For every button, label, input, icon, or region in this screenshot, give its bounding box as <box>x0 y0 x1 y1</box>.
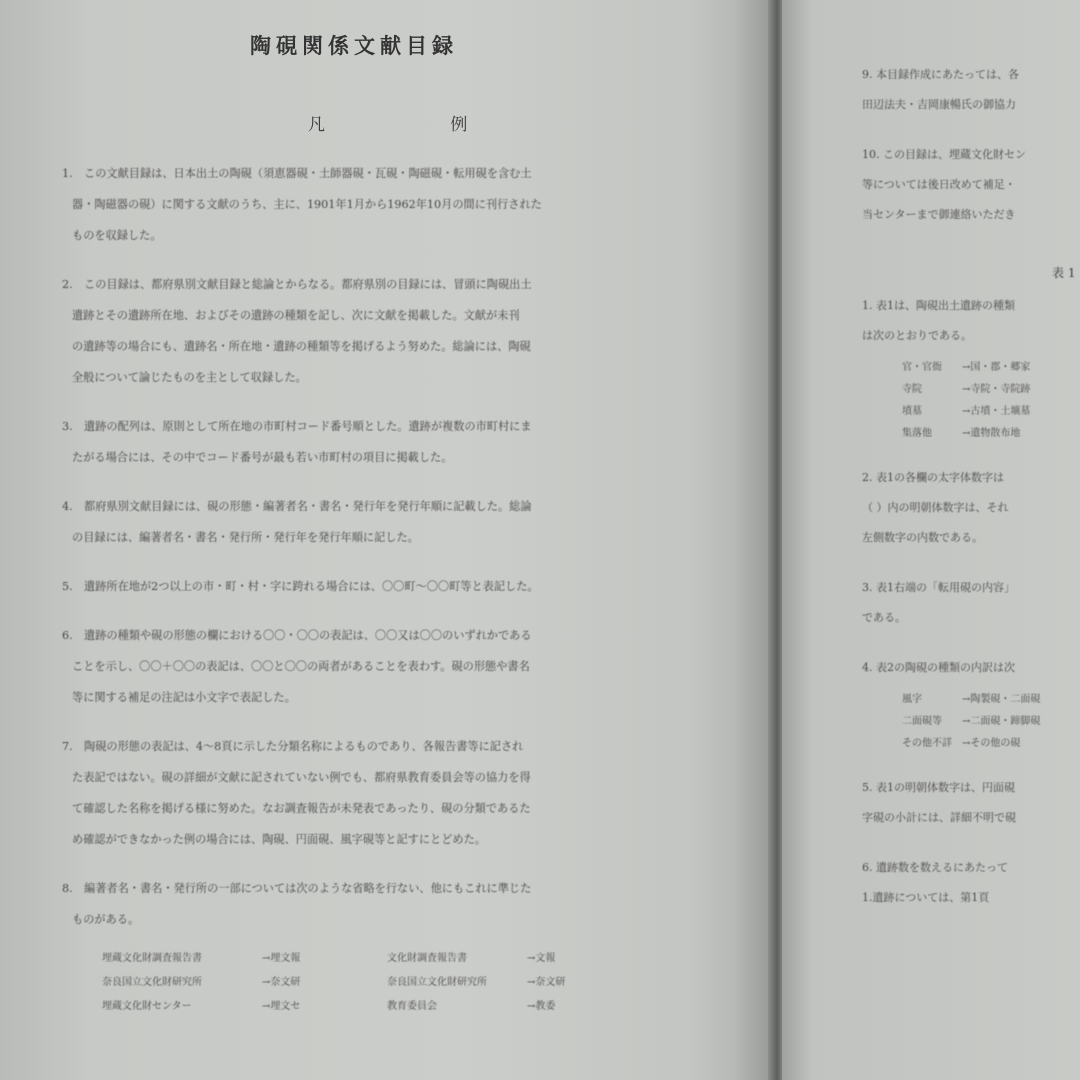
sub-desc: →二面硯・蹄脚硯 <box>962 716 1041 727</box>
item-line: 全般について論じたものを主として収録した。 <box>72 371 307 384</box>
sub-term: 官・官衙 <box>902 362 942 373</box>
item-line: て確認した名称を掲げる様に努めた。なお調査報告が未発表であったり、硯の分類であるた <box>72 802 531 815</box>
sub-term: その他不詳 <box>902 738 952 749</box>
item-line: 10. この目録は、埋蔵文化財セン <box>862 148 1026 161</box>
sub-list <box>862 689 1080 755</box>
item-line: 2. この目録は、都府県別文献目録と総論とからなる。都府県別の目録には、冒頭に陶硯出土 <box>62 269 698 300</box>
abbreviation-row <box>102 947 698 971</box>
item-line: ものを収録した。 <box>72 229 162 242</box>
sub-list <box>862 357 1080 445</box>
item-line: ことを示し、〇〇＋〇〇の表記は、〇〇と〇〇の両者があることを表わす。硯の形態や書名 <box>72 660 530 673</box>
sub-term: 墳墓 <box>902 406 922 417</box>
sub-term: 寺院 <box>902 384 922 395</box>
sub-desc: →古墳・土壙墓 <box>962 406 1031 417</box>
list-item <box>862 653 1080 683</box>
sub-desc: →国・郡・郷家 <box>962 362 1031 373</box>
abbreviation-cell: 埋蔵文化財調査報告書 <box>102 953 202 964</box>
sub-row <box>862 733 1080 755</box>
list-item <box>862 291 1080 351</box>
sub-row <box>862 711 1080 733</box>
item-line: た表記ではない。硯の詳細が文献に記されていない例でも、都府県教育委員会等の協力を得 <box>72 771 531 784</box>
item-number: 2. <box>62 278 73 291</box>
item-line: 4. 都府県別文献目録には、硯の形態・編著者名・書名・発行年を発行年順に記載した。総論 <box>62 491 698 522</box>
abbreviation-cell: →埋文報 <box>262 953 301 964</box>
list-item <box>862 573 1080 633</box>
item-line: め確認ができなかった例の場合には、陶硯、円面硯、風字硯等と記すにとどめた。 <box>72 833 486 846</box>
abbreviation-cell: →奈文研 <box>527 977 566 988</box>
item-line: 左側数字の内数である。 <box>862 531 983 544</box>
item-line: 3. 表1右端の「転用硯の内容」 <box>862 581 1015 594</box>
item-number: 5. <box>62 580 73 593</box>
right-page-notes <box>862 60 1080 933</box>
item-line: 等に関する補足の注記は小文字で表記した。 <box>72 691 296 704</box>
abbreviation-cell: 奈良国立文化財研究所 <box>387 977 487 988</box>
section-heading: 凡 例 <box>308 115 528 135</box>
sub-row <box>862 423 1080 445</box>
sub-term: 集落他 <box>902 428 932 439</box>
list-item <box>862 853 1080 913</box>
item-line: 4. 表2の陶硯の種類の内訳は次 <box>862 661 1015 674</box>
item-line: 8. 編著者名・書名・発行所の一部については次のような省略を行ない、他にもこれに準じた <box>62 873 698 904</box>
list-item <box>62 873 698 935</box>
item-line: 器・陶磁器の硯）に関する文献のうち、主に、1901年1月から1962年10月の間に刊行された <box>72 198 542 211</box>
sub-row <box>862 401 1080 423</box>
sub-desc: →陶製硯・二面硯 <box>962 694 1041 705</box>
item-line: 1. この文献目録は、日本出土の陶硯（須恵器硯・土師器硯・瓦硯・陶磁硯・転用硯を含む土 <box>62 158 698 189</box>
item-line: 2. 表1の各欄の太字体数字は <box>862 471 1004 484</box>
list-item <box>62 491 698 553</box>
abbreviation-cell: →教委 <box>527 1001 556 1012</box>
item-number: 4. <box>62 500 73 513</box>
list-item <box>62 269 698 393</box>
item-line: たがる場合には、その中でコード番号が最も若い市町村の項目に掲載した。 <box>72 451 453 464</box>
list-item <box>62 411 698 473</box>
item-line: 5. 表1の明朝体数字は、円面硯 <box>862 781 1015 794</box>
abbreviation-table <box>102 947 698 1019</box>
item-line: 遺跡とその遺跡所在地、およびその遺跡の種類を記し、次に文献を掲載した。文献が未刊 <box>72 309 520 322</box>
sub-desc: →遺物散布地 <box>962 428 1021 439</box>
item-line: 3. 遺跡の配列は、原則として所在地の市町村コード番号順とした。遺跡が複数の市町村にま <box>62 411 698 442</box>
sub-term: 風字 <box>902 694 922 705</box>
item-line: 1. 表1は、陶硯出土遺跡の種類 <box>862 299 1015 312</box>
table-heading: 表 1 <box>1052 266 1076 280</box>
item-line: の目録には、編著者名・書名・発行所・発行年を発行年順に記した。 <box>72 531 419 544</box>
item-line: 6. 遺跡の種類や硯の形態の欄における〇〇・〇〇の表記は、〇〇又は〇〇のいずれかである <box>62 620 698 651</box>
item-line: 5. 遺跡所在地が2つ以上の市・町・村・字に跨れる場合には、〇〇町～〇〇町等と表記した。 <box>62 571 698 602</box>
page-title: 陶硯関係文献目録 <box>250 33 458 58</box>
item-line: 字硯の小計には、詳細不明で硯 <box>862 811 1016 824</box>
item-number: 8. <box>62 882 73 895</box>
item-line: 1.遺跡については、第1頁 <box>862 891 990 904</box>
sub-desc: →寺院・寺院跡 <box>962 384 1031 395</box>
abbreviation-cell: →文報 <box>527 953 556 964</box>
item-line: ものがある。 <box>72 913 140 926</box>
list-item <box>862 60 1080 120</box>
list-item <box>62 620 698 713</box>
list-item <box>862 773 1080 833</box>
item-number: 7. <box>62 740 73 753</box>
explanatory-notes <box>62 158 698 1019</box>
list-item <box>62 571 698 602</box>
abbreviation-cell: 埋蔵文化財センター <box>102 1001 192 1012</box>
item-number: 1. <box>62 167 73 180</box>
abbreviation-row <box>102 995 698 1019</box>
sub-desc: →その他の硯 <box>962 738 1021 749</box>
item-line: 6. 遺跡数を数えるにあたって <box>862 861 1008 874</box>
abbreviation-cell: →奈文研 <box>262 977 301 988</box>
abbreviation-cell: 奈良国立文化財研究所 <box>102 977 202 988</box>
sub-term: 二面硯等 <box>902 716 942 727</box>
abbreviation-row <box>102 971 698 995</box>
sub-row <box>862 689 1080 711</box>
abbreviation-cell: →埋文セ <box>262 1001 301 1012</box>
item-line: 田辺法夫・吉岡康暢氏の御協力 <box>862 98 1016 111</box>
item-line: は次のとおりである。 <box>862 329 972 342</box>
item-line: 9. 本目録作成にあたっては、各 <box>862 68 1019 81</box>
abbreviation-cell: 教育委員会 <box>387 1001 437 1012</box>
item-line: 当センターまで御連絡いただき <box>862 208 1016 221</box>
item-number: 3. <box>62 420 73 433</box>
sub-row <box>862 379 1080 401</box>
item-line: 7. 陶硯の形態の表記は、4～8頁に示した分類名称によるものであり、各報告書等に記され <box>62 731 698 762</box>
right-page <box>782 0 1080 1080</box>
list-item <box>62 731 698 855</box>
item-line: である。 <box>862 611 906 624</box>
item-line: 等については後日改めて補足・ <box>862 178 1016 191</box>
list-item <box>862 463 1080 553</box>
sub-row <box>862 357 1080 379</box>
list-item <box>862 140 1080 230</box>
abbreviation-cell: 文化財調査報告書 <box>387 953 467 964</box>
item-line: （ ）内の明朝体数字は、それ <box>862 501 1009 514</box>
list-item <box>62 158 698 251</box>
item-line: の遺跡等の場合にも、遺跡名・所在地・遺跡の種類等を掲げるよう努めた。総論には、陶硯 <box>72 340 531 353</box>
item-number: 6. <box>62 629 73 642</box>
